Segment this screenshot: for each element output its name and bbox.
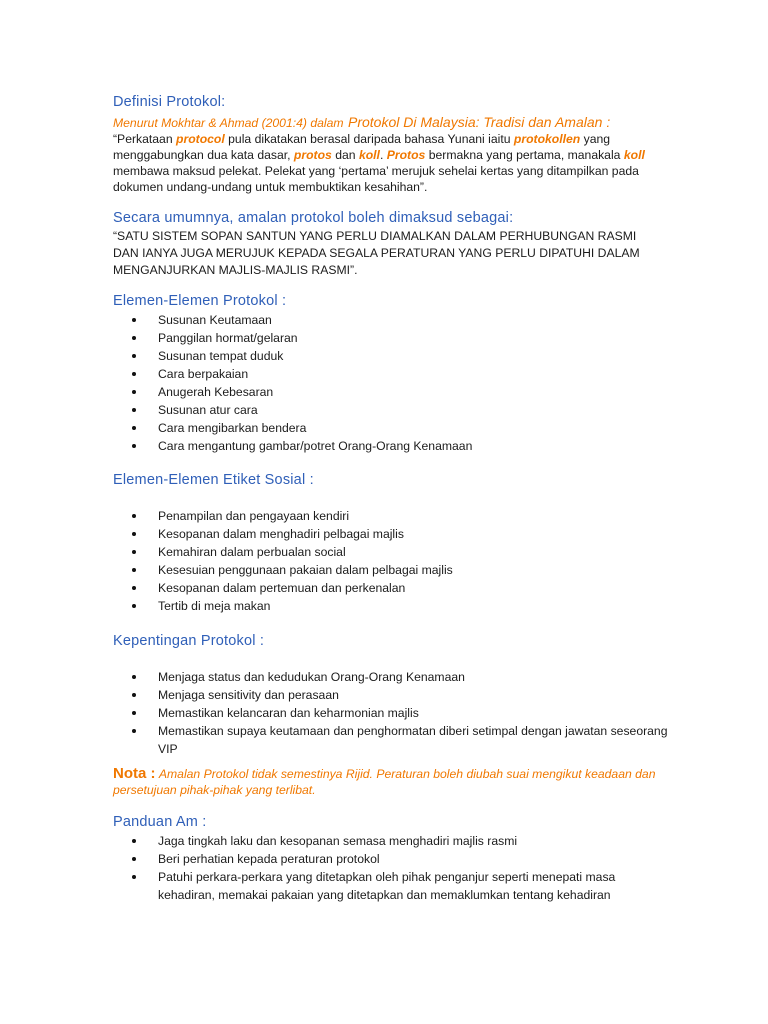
elemen-protokol-list	[113, 311, 673, 455]
document-content	[113, 93, 673, 904]
list-item: Penampilan dan pengayaan kendiri	[113, 507, 673, 525]
list-item: Memastikan supaya keutamaan dan penghormatan diberi setimpal dengan jawatan seseorang VIP	[113, 722, 673, 758]
definition-quote	[113, 131, 673, 195]
list-item: Cara mengibarkan bendera	[113, 419, 673, 437]
nota	[113, 766, 673, 798]
list-item: Tertib di meja makan	[113, 597, 673, 615]
list-item: Memastikan kelancaran dan keharmonian majlis	[113, 704, 673, 722]
term-protos: protos	[293, 148, 332, 162]
list-item: Kemahiran dalam perbualan social	[113, 543, 673, 561]
list-item: Cara berpakaian	[113, 365, 673, 383]
quote-text: membawa maksud pelekat. Pelekat yang ‘pertama’ merujuk sehelai kertas yang ditampilkan pada dokumen undang-undang untuk membuktikan kesahihan”.	[113, 164, 639, 194]
list-item: Susunan tempat duduk	[113, 347, 673, 365]
nota-text: Amalan Protokol tidak semestinya Rijid. Peraturan boleh diubah suai mengikut keadaan dan persetujuan pihak-pihak yang terlibat.	[113, 767, 656, 797]
term-protokollen: protokollen	[513, 132, 581, 146]
list-item: Anugerah Kebesaran	[113, 383, 673, 401]
quote-text: bermakna yang pertama, manakala	[425, 148, 624, 162]
list-item: Panggilan hormat/gelaran	[113, 329, 673, 347]
list-item: Kesesuian penggunaan pakaian dalam pelbagai majlis	[113, 561, 673, 579]
list-item: Menjaga sensitivity dan perasaan	[113, 686, 673, 704]
list-item: Menjaga status dan kedudukan Orang-Orang Kenamaan	[113, 668, 673, 686]
panduan-am-list	[113, 832, 673, 904]
source-citation	[113, 114, 673, 131]
heading-elemen-protokol: Elemen-Elemen Protokol :	[113, 293, 287, 309]
quote-text: .	[379, 148, 387, 162]
quote-text: “Perkataan	[113, 132, 177, 146]
list-item: Jaga tingkah laku dan kesopanan semasa menghadiri majlis rasmi	[113, 832, 673, 850]
term-koll: koll	[358, 148, 380, 162]
heading-definisi-protokol: Definisi Protokol:	[113, 94, 226, 110]
source-title: Protokol Di Malaysia: Tradisi dan Amalan :	[348, 114, 611, 130]
list-item: Kesopanan dalam pertemuan dan perkenalan	[113, 579, 673, 597]
heading-panduan-am: Panduan Am :	[113, 814, 207, 830]
list-item: Susunan Keutamaan	[113, 311, 673, 329]
heading-secara-umumnya: Secara umumnya, amalan protokol boleh dimaksud sebagai:	[113, 210, 514, 226]
kepentingan-list	[113, 668, 673, 758]
term-protocol: protocol	[176, 132, 225, 146]
etiket-sosial-list	[113, 507, 673, 615]
quote-text: dan	[331, 148, 359, 162]
list-item: Cara mengantung gambar/potret Orang-Orang Kenamaan	[113, 437, 673, 455]
heading-etiket-sosial: Elemen-Elemen Etiket Sosial :	[113, 472, 314, 488]
umumnya-text: “SATU SISTEM SOPAN SANTUN YANG PERLU DIAMALKAN DALAM PERHUBUNGAN RASMI DAN IANYA JUGA MERUJUK KEPADA SEGALA PERATURAN YANG PERLU DIPATUHI DALAM MENGANJURKAN MAJLIS-MAJLIS RASMI”.	[113, 229, 640, 277]
heading-kepentingan: Kepentingan Protokol :	[113, 633, 265, 649]
list-item: Susunan atur cara	[113, 401, 673, 419]
nota-label: Nota :	[113, 765, 156, 782]
term-protos: Protos	[386, 148, 426, 162]
term-koll: koll	[623, 148, 645, 162]
list-item: Patuhi perkara-perkara yang ditetapkan oleh pihak penganjur seperti menepati masa kehadiran, memakai pakaian yang ditetapkan dan memaklumkan tentang kehadiran	[113, 868, 673, 904]
quote-text: pula dikatakan berasal daripada bahasa Yunani iaitu	[224, 132, 514, 146]
source-intro: Menurut Mokhtar & Ahmad (2001:4) dalam	[113, 116, 344, 130]
quote-text: yang menggabungkan dua kata dasar,	[113, 132, 611, 162]
list-item: Beri perhatian kepada peraturan protokol	[113, 850, 673, 868]
list-item: Kesopanan dalam menghadiri pelbagai majlis	[113, 525, 673, 543]
